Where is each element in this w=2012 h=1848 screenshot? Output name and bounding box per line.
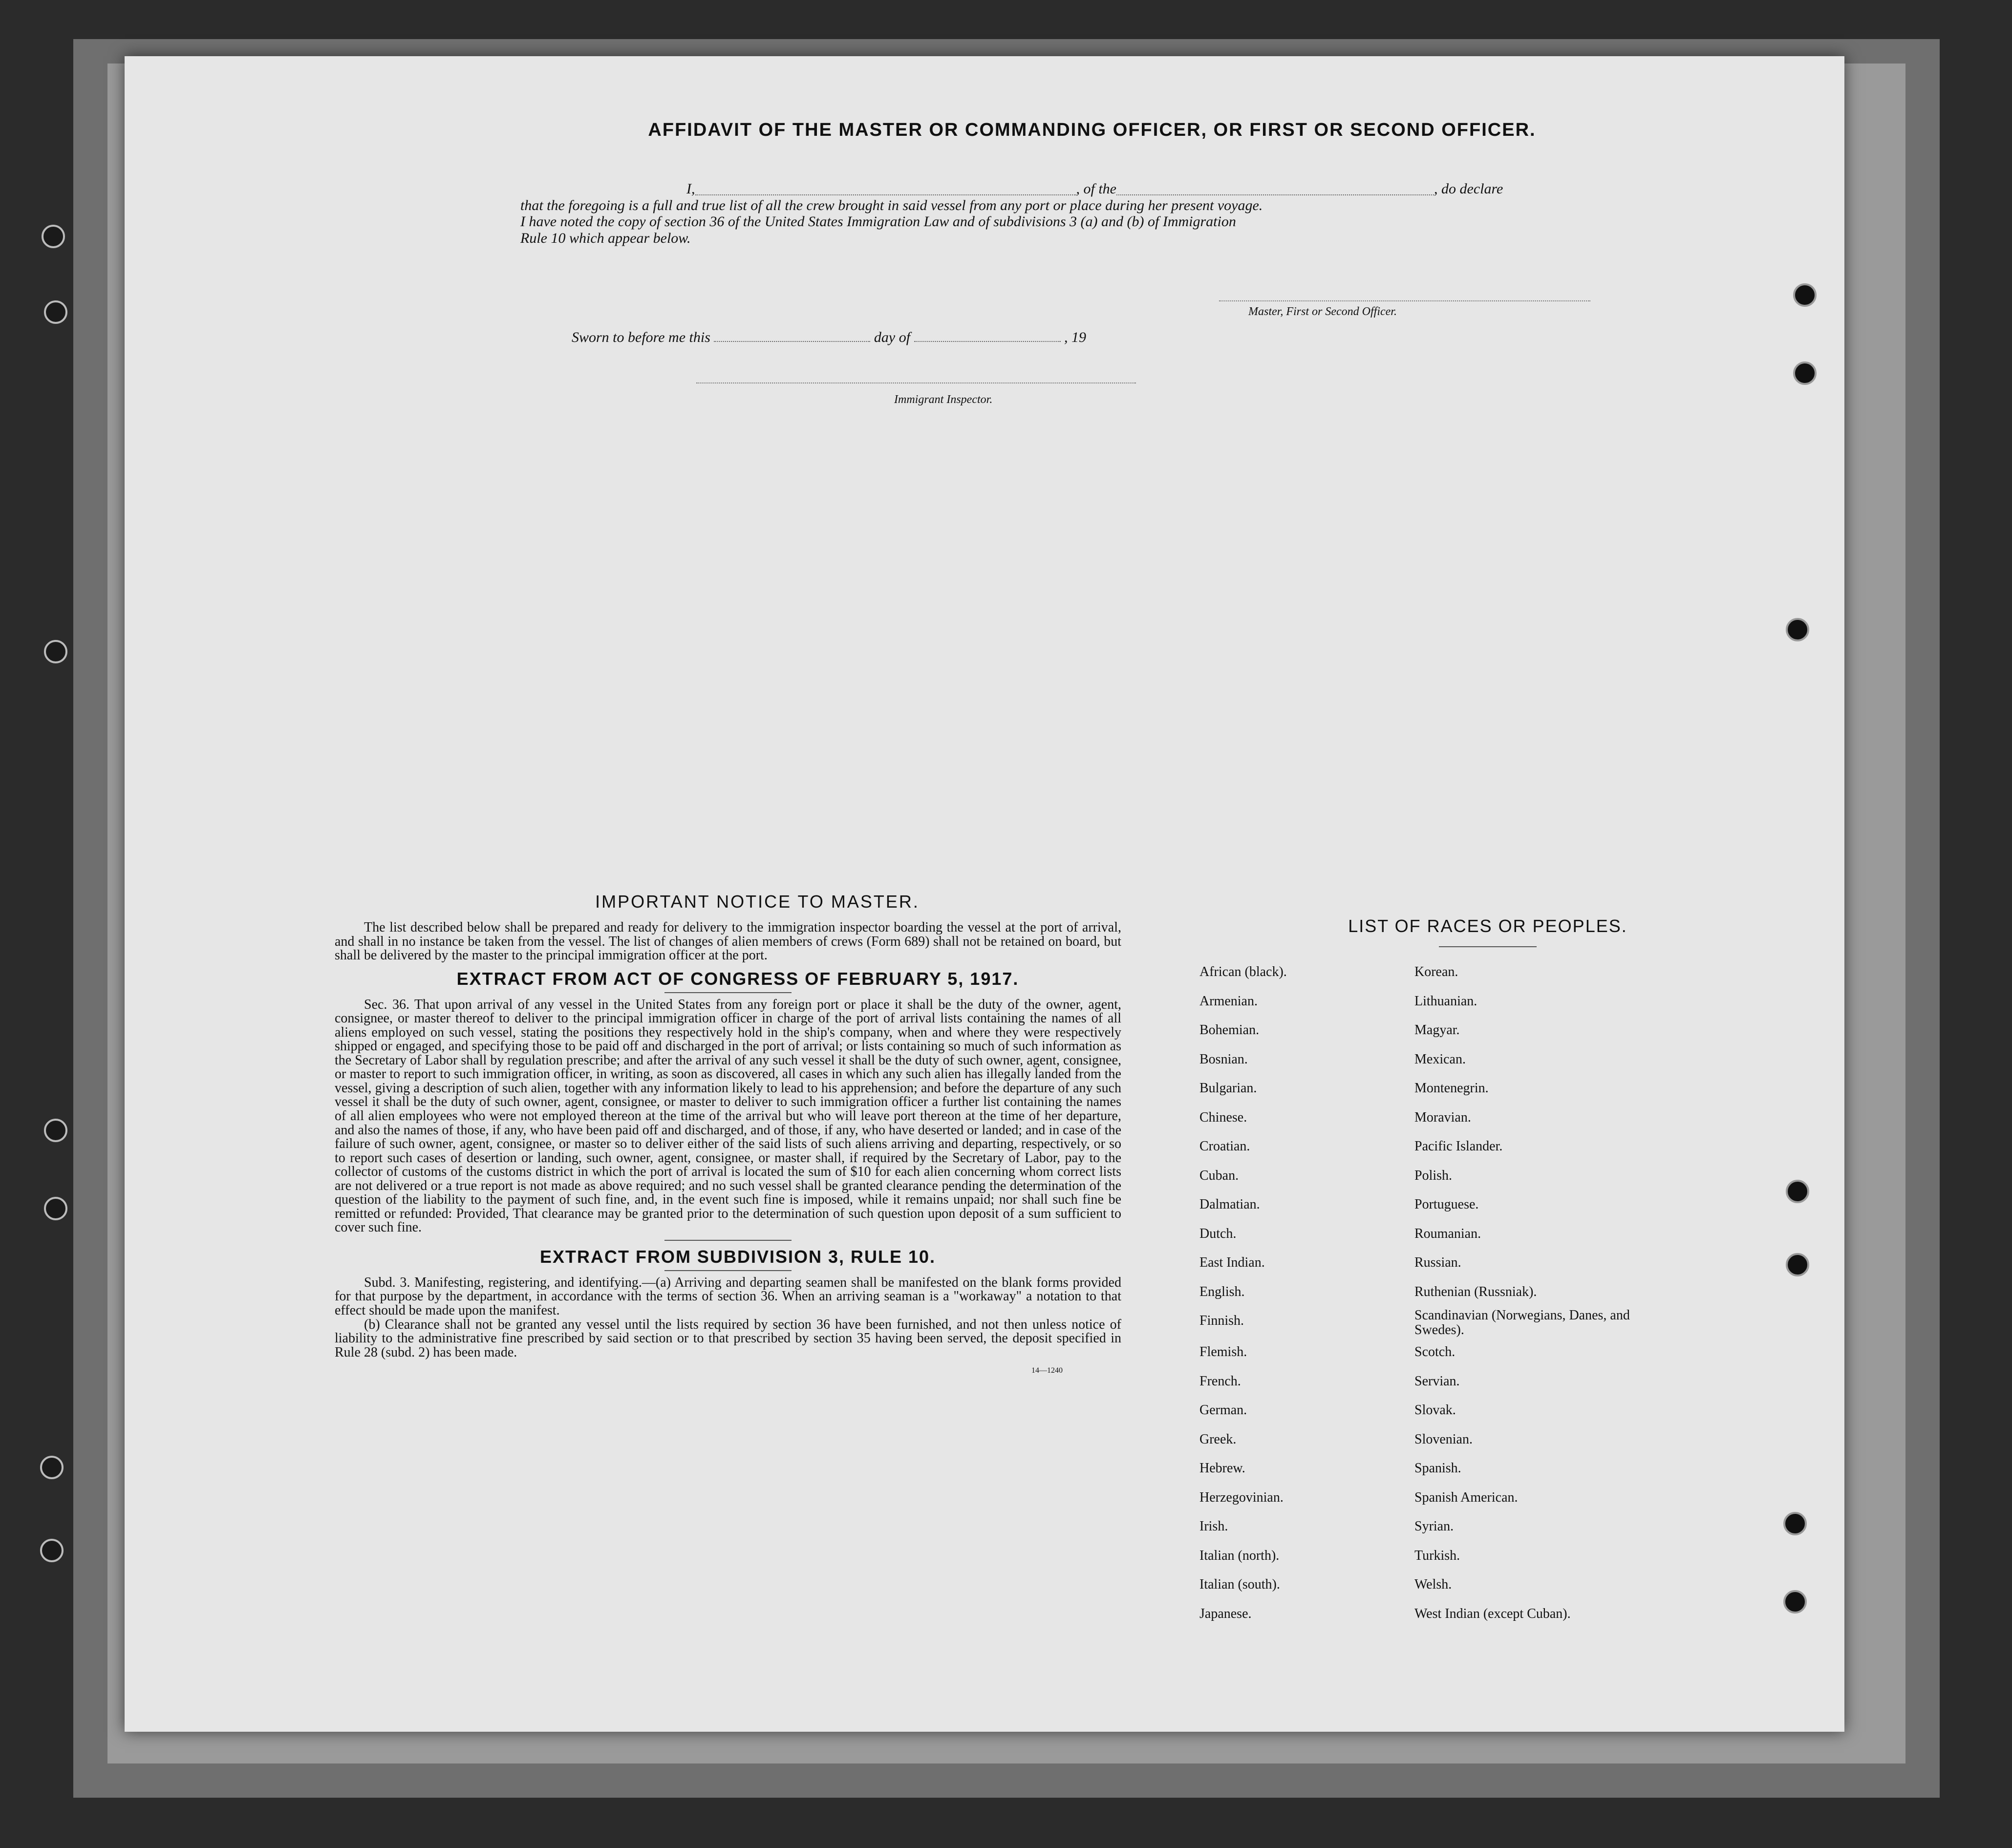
race-item: Russian. [1414,1255,1461,1270]
binder-hole [44,640,67,663]
race-item: Greek. [1199,1431,1237,1447]
race-item: Armenian. [1199,993,1258,1009]
form-code: 14—1240 [1031,1366,1063,1375]
race-item: Japanese. [1199,1606,1252,1621]
divider [664,992,792,993]
race-item: Spanish. [1414,1461,1461,1476]
race-item: Croatian. [1199,1139,1250,1154]
race-item: Welsh. [1414,1577,1452,1592]
races-title: LIST OF RACES OR PEOPLES. [1348,916,1627,936]
rule-extract-para-a: Subd. 3. Manifesting, registering, and identifying.—(a) Arriving and departing seamen shall be manifested on the blank forms provided for that purpose by the department, in accordance with the terms of section 36. When an arriving seaman is a "workaway" a notation to that effect should be made upon the manifest. [335,1274,1121,1318]
binder-hole [1793,361,1817,385]
act-extract-title: EXTRACT FROM ACT OF CONGRESS OF FEBRUARY 5, 1917. [456,968,1019,989]
race-item: Montenegrin. [1414,1081,1489,1096]
race-item: Scandinavian (Norwegians, Danes, and Swedes). [1414,1308,1630,1338]
binder-hole [1786,1253,1809,1276]
binder-hole [1786,618,1809,641]
vessel-field[interactable] [1116,181,1434,195]
race-item: Lithuanian. [1414,993,1477,1009]
race-item: Spanish American. [1414,1489,1518,1505]
rule-extract-title: EXTRACT FROM SUBDIVISION 3, RULE 10. [539,1246,936,1267]
binder-hole [1783,1512,1807,1535]
race-item: Scotch. [1414,1344,1455,1359]
master-signature-label: Master, First or Second Officer. [1248,305,1397,318]
race-item: Hebrew. [1199,1461,1245,1476]
race-item: East Indian. [1199,1255,1265,1270]
affidavit-body [520,181,1693,246]
race-item: Ruthenian (Russniak). [1414,1284,1537,1299]
affidavit-declare: , do declare [1434,181,1503,197]
race-item: Cuban. [1199,1168,1239,1183]
sworn-year-prefix: , 19 [1064,329,1087,345]
race-item: African (black). [1199,964,1287,979]
race-item: Italian (north). [1199,1548,1280,1563]
divider [664,1240,792,1241]
race-item: German. [1199,1402,1247,1418]
race-item: Turkish. [1414,1548,1460,1563]
divider [664,1270,792,1271]
race-item: French. [1199,1373,1241,1389]
race-item: Chinese. [1199,1109,1247,1125]
binder-hole [44,1197,67,1220]
race-item: Dutch. [1199,1226,1237,1241]
races-list [1199,957,1737,1628]
inspector-label: Immigrant Inspector. [894,393,993,406]
divider [1439,946,1537,947]
manifest-page [125,56,1844,1732]
race-item: Mexican. [1414,1051,1466,1067]
affidavit-line-1 [520,181,1693,197]
sworn-prefix: Sworn to before me this [572,329,710,345]
race-item: Flemish. [1199,1344,1247,1359]
race-item: Dalmatian. [1199,1197,1260,1212]
affidavit-i: I, [686,181,695,197]
binder-hole [44,300,67,324]
sworn-day-of: day of [874,329,911,345]
race-item: Slovak. [1414,1402,1456,1418]
notice-body: The list described below shall be prepared and ready for delivery to the immigration inspector boarding the vessel at the port of arrival, and shall in no instance be taken from the vessel. The list of changes of alien members of crews (Form 689) shall not be retained on board, but shall be delivered by the master to the principal immigration officer at the port. [335,920,1121,963]
race-item: Bosnian. [1199,1051,1248,1067]
race-item: Italian (south). [1199,1577,1280,1592]
race-item: Slovenian. [1414,1431,1473,1447]
race-item: Servian. [1414,1373,1460,1389]
binder-hole [1793,283,1817,307]
binder-hole [40,1539,64,1562]
notice-column [335,892,1121,1375]
notice-title: IMPORTANT NOTICE TO MASTER. [595,892,920,912]
race-item: West Indian (except Cuban). [1414,1606,1571,1621]
race-item: English. [1199,1284,1245,1299]
binder-hole [1783,1590,1807,1614]
master-signature-line[interactable] [1219,300,1590,301]
race-item: Polish. [1414,1168,1453,1183]
race-item: Herzegovinian. [1199,1489,1284,1505]
act-extract-body: Sec. 36. That upon arrival of any vessel in the United States from any foreign port or place it shall be the duty of the owner, agent, consignee, or master thereof to deliver to the principal immigration officer in charge of the port of arrival lists containing the names of all aliens employed on such vessel, stating the positions they respectively hold in the ship's company, when and where they were respectively shipped or engaged, and specifying those to be paid off and discharged in the port of arrival; or lists containing so much of such information as the Secretary of Labor shall by regulation prescribe; and after the arrival of any such vessel it shall be the duty of such owner, agent, consignee, or master to report to such immigration officer, in writing, as soon as discovered, all cases in which any such alien has illegally landed from the vessel, giving a description of such alien, together with any information likely to lead to his apprehension; and before the departure of any such vessel it shall be the duty of such owner, agent, consignee, or master to deliver to such immigration officer a further list containing the names of all alien employees who were not employed thereon at the time of the arrival but who will leave port thereon at the time of her departure, and also the names of those, if any, who have been paid off and discharged, and of those, if any, who have deserted or landed; and in case of the failure of such owner, agent, consignee, or master so to deliver either of the said lists of such aliens arriving and departing, respectively, or so to report such cases of desertion or landing, such owner, agent, consignee, or master shall, if required by the Secretary of Labor, pay to the collector of customs of the customs district in which the port of arrival is located the sum of $10 for each alien concerning whom correct lists are not delivered or a true report is not made as above required; and no such vessel shall be granted clearance pending the determination of the question of the liability to the payment of such fine, and, in the event such fine is imposed, while it remains unpaid; nor shall such fine be remitted or refunded: Provided, That clearance may be granted prior to the determination of such question upon deposit of a sum sufficient to cover such fine. [335,997,1121,1235]
race-item: Bohemian. [1199,1022,1260,1038]
binder-hole [44,1119,67,1142]
binder-hole [1786,1180,1809,1203]
affidavit-line-3: I have noted the copy of section 36 of the United States Immigration Law and of subdivisions 3 (a) and (b) of Immigration [520,213,1236,230]
race-item: Moravian. [1414,1109,1471,1125]
race-item: Syrian. [1414,1519,1454,1534]
race-item: Irish. [1199,1519,1228,1534]
rule-extract-para-b: (b) Clearance shall not be granted any vessel until the lists required by section 36 have been furnished, and not then unless notice of liability to the administrative fine prescribed by said section or to that prescribed by section 35 having been served, the deposit specified in Rule 28 (subd. 2) has been made. [335,1317,1121,1360]
race-item: Pacific Islander. [1414,1139,1503,1154]
race-item: Magyar. [1414,1022,1460,1038]
sworn-line [572,327,1086,346]
inspector-signature-line[interactable] [696,382,1136,383]
race-item: Korean. [1414,964,1458,979]
race-item: Bulgarian. [1199,1081,1257,1096]
name-field[interactable] [695,181,1076,195]
binder-hole [42,225,65,248]
sworn-day-field[interactable] [714,327,870,342]
race-item: Finnish. [1199,1313,1244,1328]
affidavit-line-2: that the foregoing is a full and true list of all the crew brought in said vessel from any port or place during her present voyage. [520,197,1263,213]
affidavit-line-4: Rule 10 which appear below. [520,230,691,246]
binder-hole [40,1456,64,1479]
race-item: Roumanian. [1414,1226,1481,1241]
sworn-month-field[interactable] [914,327,1061,342]
race-item: Portuguese. [1414,1197,1479,1212]
affidavit-of-the: , of the [1076,181,1116,197]
affidavit-title: AFFIDAVIT OF THE MASTER OR COMMANDING OFFICER, OR FIRST OR SECOND OFFICER. [648,120,1536,140]
